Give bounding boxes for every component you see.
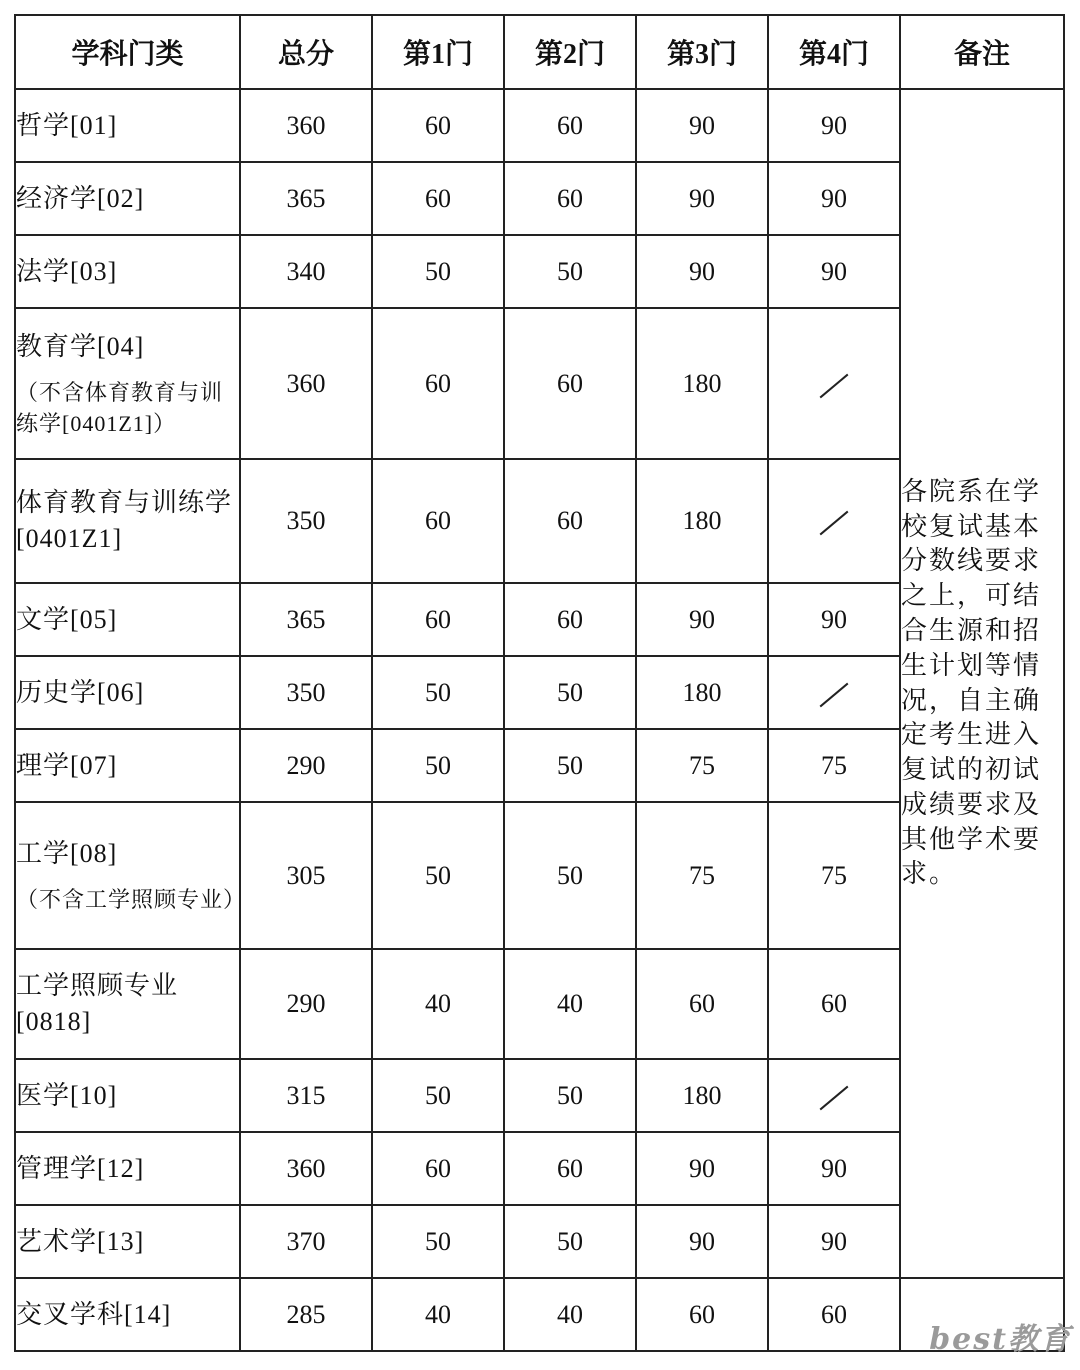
course-2-score-cell: 50: [504, 656, 636, 729]
header-subject: 学科门类: [15, 15, 240, 89]
course-4-score-cell: [768, 1059, 900, 1132]
subject-cell: [15, 1059, 240, 1132]
total-score-cell: 315: [240, 1059, 372, 1132]
course-3-score-cell: 90: [636, 1132, 768, 1205]
course-1-score-cell: 60: [372, 308, 504, 459]
header-course-3: 第3门: [636, 15, 768, 89]
total-score-cell: 305: [240, 802, 372, 949]
course-2-score-cell: 50: [504, 729, 636, 802]
course-4-score-cell: 75: [768, 802, 900, 949]
course-3-score-cell: 60: [636, 1278, 768, 1351]
course-1-score-cell: 60: [372, 1132, 504, 1205]
course-1-score-cell: 50: [372, 729, 504, 802]
course-1-score-cell: 50: [372, 235, 504, 308]
total-score-cell: 365: [240, 583, 372, 656]
subject-cell: [15, 235, 240, 308]
header-course-4: 第4门: [768, 15, 900, 89]
header-row: [15, 15, 1064, 89]
remarks-cell: 各院系在学校复试基本分数线要求之上，可结合生源和招生计划等情况，自主确定考生进入复试的初试成绩要求及其他学术要求。: [900, 89, 1064, 1278]
subject-name: 工学照顾专业[0818]: [16, 971, 179, 1036]
subject-name: 理学[07]: [16, 750, 118, 780]
course-2-score-cell: 60: [504, 162, 636, 235]
total-score-cell: 370: [240, 1205, 372, 1278]
course-3-score-cell: 180: [636, 459, 768, 583]
course-2-score-cell: 60: [504, 583, 636, 656]
course-2-score-cell: 60: [504, 459, 636, 583]
course-4-score-cell: 90: [768, 1205, 900, 1278]
subject-cell: [15, 656, 240, 729]
course-1-score-cell: 60: [372, 89, 504, 162]
course-3-score-cell: 90: [636, 162, 768, 235]
subject-name: 哲学[01]: [16, 110, 118, 140]
course-2-score-cell: 50: [504, 235, 636, 308]
subject-cell: [15, 949, 240, 1059]
course-3-score-cell: 180: [636, 1059, 768, 1132]
subject-note: （不含工学照顾专业）: [16, 887, 247, 912]
course-2-score-cell: 60: [504, 308, 636, 459]
subject-name: 交叉学科[14]: [16, 1299, 172, 1329]
course-1-score-cell: 60: [372, 583, 504, 656]
course-4-score-cell: 90: [768, 1132, 900, 1205]
score-line-table: [14, 14, 1065, 1352]
course-1-score-cell: 40: [372, 1278, 504, 1351]
total-score-cell: 285: [240, 1278, 372, 1351]
course-4-score-cell: 90: [768, 89, 900, 162]
course-3-score-cell: 60: [636, 949, 768, 1059]
total-score-cell: 290: [240, 949, 372, 1059]
subject-name: 教育学[04]: [16, 331, 145, 361]
not-applicable-slash: [820, 511, 849, 536]
course-4-score-cell: [768, 459, 900, 583]
subject-name: 工学[08]: [16, 839, 118, 868]
total-score-cell: 340: [240, 235, 372, 308]
course-2-score-cell: 40: [504, 949, 636, 1059]
course-1-score-cell: 40: [372, 949, 504, 1059]
header-course-2: 第2门: [504, 15, 636, 89]
course-2-score-cell: 60: [504, 89, 636, 162]
course-3-score-cell: 90: [636, 583, 768, 656]
subject-cell: [15, 162, 240, 235]
course-4-score-cell: [768, 308, 900, 459]
course-4-score-cell: [768, 656, 900, 729]
subject-name: 医学[10]: [16, 1080, 118, 1110]
course-2-score-cell: 40: [504, 1278, 636, 1351]
course-1-score-cell: 60: [372, 459, 504, 583]
subject-note: （不含体育教育与训练学[0401Z1]）: [16, 379, 224, 436]
course-4-score-cell: 90: [768, 583, 900, 656]
course-2-score-cell: 60: [504, 1132, 636, 1205]
course-4-score-cell: 75: [768, 729, 900, 802]
table-row: [15, 1278, 1064, 1351]
subject-cell: [15, 729, 240, 802]
course-1-score-cell: 50: [372, 1059, 504, 1132]
course-4-score-cell: 90: [768, 235, 900, 308]
subject-name: 经济学[02]: [16, 183, 145, 213]
course-3-score-cell: 180: [636, 656, 768, 729]
course-3-score-cell: 90: [636, 235, 768, 308]
not-applicable-slash: [820, 682, 849, 707]
total-score-cell: 360: [240, 89, 372, 162]
total-score-cell: 350: [240, 656, 372, 729]
subject-cell: [15, 308, 240, 459]
subject-name: 法学[03]: [16, 256, 118, 286]
course-3-score-cell: 90: [636, 1205, 768, 1278]
course-1-score-cell: 50: [372, 1205, 504, 1278]
course-1-score-cell: 50: [372, 656, 504, 729]
subject-name: 体育教育与训练学[0401Z1]: [16, 488, 233, 553]
not-applicable-slash: [820, 373, 849, 398]
subject-cell: [15, 89, 240, 162]
course-2-score-cell: 50: [504, 1059, 636, 1132]
subject-name: 管理学[12]: [16, 1153, 145, 1183]
course-2-score-cell: 50: [504, 802, 636, 949]
total-score-cell: 360: [240, 308, 372, 459]
subject-cell: [15, 1132, 240, 1205]
header-total: 总分: [240, 15, 372, 89]
total-score-cell: 360: [240, 1132, 372, 1205]
course-3-score-cell: 75: [636, 802, 768, 949]
course-3-score-cell: 75: [636, 729, 768, 802]
subject-name: 艺术学[13]: [16, 1226, 145, 1256]
total-score-cell: 290: [240, 729, 372, 802]
course-4-score-cell: 60: [768, 949, 900, 1059]
course-4-score-cell: 90: [768, 162, 900, 235]
watermark-logo: best教育: [929, 1322, 1072, 1357]
course-1-score-cell: 60: [372, 162, 504, 235]
subject-name: 历史学[06]: [16, 677, 145, 707]
course-2-score-cell: 50: [504, 1205, 636, 1278]
course-3-score-cell: 90: [636, 89, 768, 162]
course-3-score-cell: 180: [636, 308, 768, 459]
subject-cell: [15, 459, 240, 583]
not-applicable-slash: [820, 1085, 849, 1110]
subject-cell: [15, 583, 240, 656]
subject-cell: [15, 802, 247, 949]
header-course-1: 第1门: [372, 15, 504, 89]
header-remarks: 备注: [900, 15, 1064, 89]
table-row: [15, 89, 1064, 162]
total-score-cell: 350: [240, 459, 372, 583]
course-1-score-cell: 50: [372, 802, 504, 949]
total-score-cell: 365: [240, 162, 372, 235]
course-4-score-cell: 60: [768, 1278, 900, 1351]
subject-cell: [15, 1205, 240, 1278]
subject-cell: [15, 1278, 240, 1351]
subject-name: 文学[05]: [16, 604, 118, 634]
